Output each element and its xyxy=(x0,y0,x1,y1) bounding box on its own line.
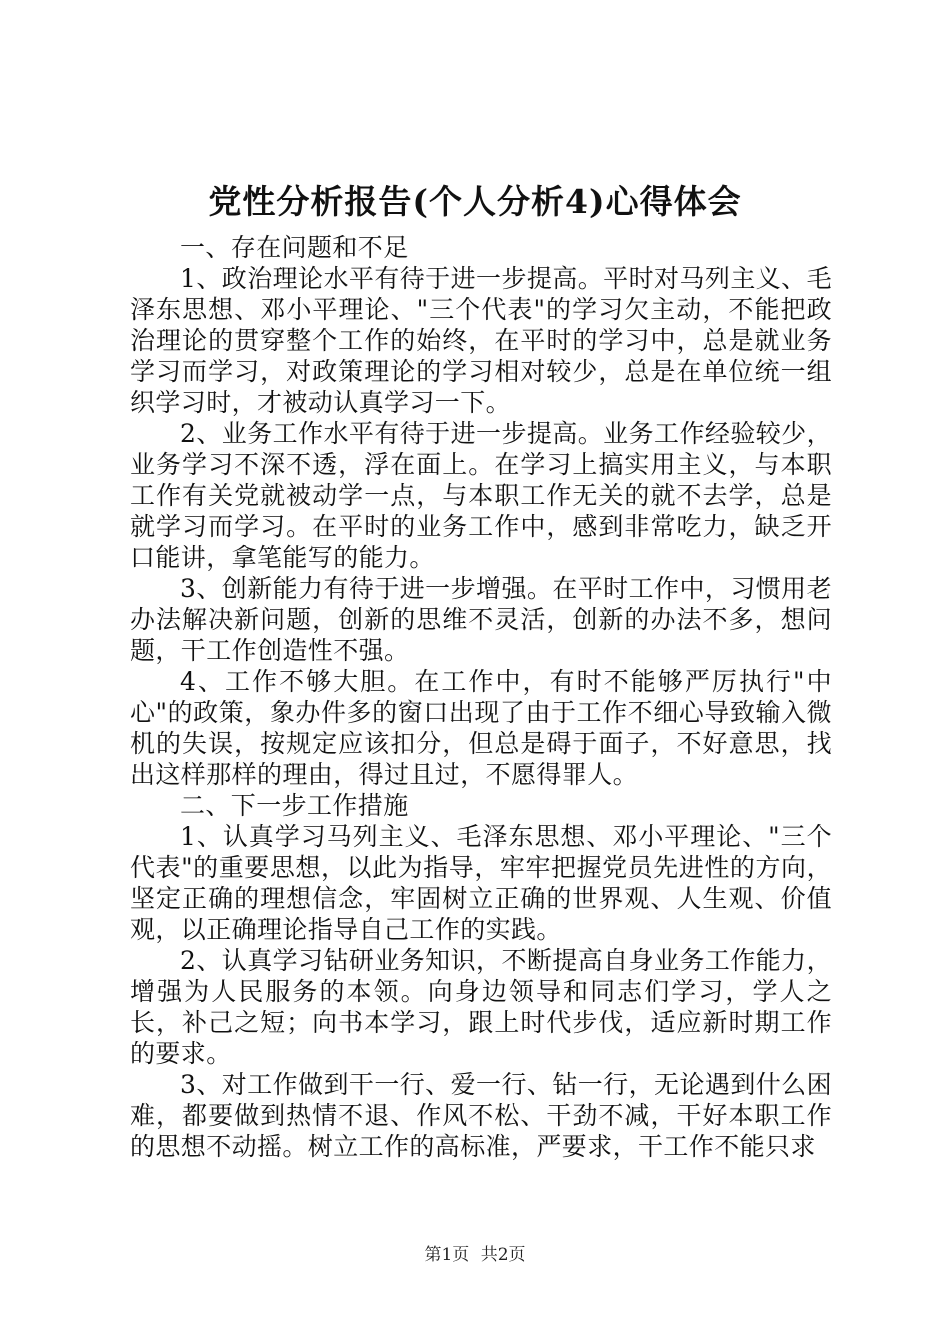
page-number: 第1页 xyxy=(424,1245,470,1265)
paragraph: 2、业务工作水平有待于进一步提高。业务工作经验较少，业务学习不深不透，浮在面上。在学习上搞实用主义，与本职工作有关党就被动学一点，与本职工作无关的就不去学，总是就学习而学习。在平时的业务工作中，感到非常吃力，缺乏开口能讲，拿笔能写的能力。 xyxy=(130,419,832,572)
section-heading: 二、下一步工作措施 xyxy=(180,791,409,820)
document-title: 党性分析报告(个人分析4)心得体会 xyxy=(208,182,742,221)
paragraph: 3、对工作做到干一行、爱一行、钻一行，无论遇到什么困难，都要做到热情不退、作风不松、干劲不减，干好本职工作的思想不动摇。树立工作的高标准，严要求，干工作不能只求 xyxy=(130,1070,832,1161)
paragraph: 1、认真学习马列主义、毛泽东思想、邓小平理论、"三个代表"的重要思想，以此为指导，牢牢把握党员先进性的方向，坚定正确的理想信念，牢固树立正确的世界观、人生观、价值观，以正确理论指导自己工作的实践。 xyxy=(130,822,832,944)
section-heading: 一、存在问题和不足 xyxy=(180,233,409,262)
paragraph: 1、政治理论水平有待于进一步提高。平时对马列主义、毛泽东思想、邓小平理论、"三个代表"的学习欠主动，不能把政治理论的贯穿整个工作的始终，在平时的学习中，总是就业务学习而学习，对政策理论的学习相对较少，总是在单位统一组织学习时，才被动认真学习一下。 xyxy=(130,264,832,417)
paragraph: 2、认真学习钻研业务知识，不断提高自身业务工作能力，增强为人民服务的本领。向身边领导和同志们学习，学人之长，补己之短；向书本学习，跟上时代步伐，适应新时期工作的要求。 xyxy=(130,946,832,1068)
page-count: 共2页 xyxy=(480,1245,526,1265)
document-body xyxy=(130,232,832,1162)
paragraph: 4、工作不够大胆。在工作中，有时不能够严厉执行"中心"的政策，象办件多的窗口出现了由于工作不细心导致输入微机的失误，按规定应该扣分，但总是碍于面子，不好意思，找出这样那样的理由，得过且过，不愿得罪人。 xyxy=(130,667,832,789)
page-footer xyxy=(0,1244,950,1266)
paragraph: 3、创新能力有待于进一步增强。在平时工作中，习惯用老办法解决新问题，创新的思维不灵活，创新的办法不多，想问题，干工作创造性不强。 xyxy=(130,574,832,665)
